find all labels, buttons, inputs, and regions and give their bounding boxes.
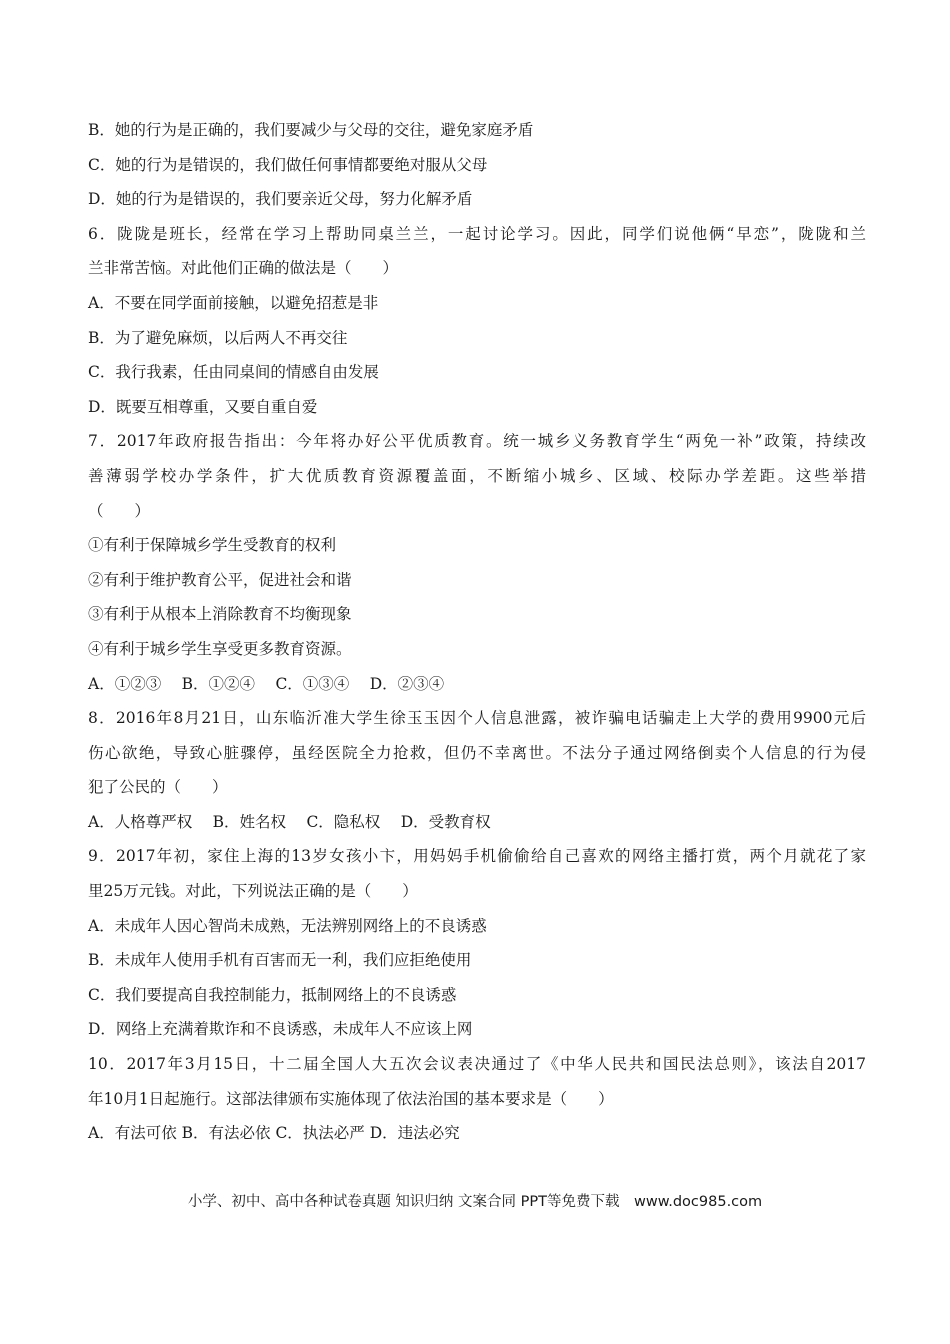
question-6-line-1: 6．陇陇是班长，经常在学习上帮助同桌兰兰，一起讨论学习。因此，同学们说他俩“早恋”，陇陇和兰 xyxy=(88,224,866,243)
question-8-line-1: 8．2016年8月21日，山东临沂准大学生徐玉玉因个人信息泄露，被诈骗电话骗走上大学的费用9900元后 xyxy=(88,709,866,728)
document-body xyxy=(88,113,866,1151)
question-8-line-3: 犯了公民的（ ） xyxy=(88,778,228,797)
page-footer: 小学、初中、高中各种试卷真题 知识归纳 文案合同 PPT等免费下载 www.doc985.com xyxy=(187,1194,763,1210)
question-8-line-2: 伤心欲绝，导致心脏骤停，虽经医院全力抢救，但仍不幸离世。不法分子通过网络倒卖个人信息的行为侵 xyxy=(88,743,866,762)
option-6d: D．既要互相尊重，又要自重自爱 xyxy=(88,397,318,416)
options-7: A．①②③ B．①②④ C．①③④ D．②③④ xyxy=(88,674,445,693)
statement-7-1: ①有利于保障城乡学生受教育的权利 xyxy=(88,536,337,555)
statement-7-2: ②有利于维护教育公平，促进社会和谐 xyxy=(88,570,352,589)
option-6a: A．不要在同学面前接触，以避免招惹是非 xyxy=(88,293,379,312)
option-6c: C．我行我素，任由同桌间的情感自由发展 xyxy=(88,363,379,382)
question-10-line-1: 10．2017年3月15日，十二届全国人大五次会议表决通过了《中华人民共和国民法总则》，该法自2017 xyxy=(88,1055,866,1074)
question-9-line-1: 9．2017年初，家住上海的13岁女孩小卞，用妈妈手机偷偷给自己喜欢的网络主播打赏，两个月就花了家 xyxy=(88,847,866,866)
option-6b: B．为了避免麻烦，以后两人不再交往 xyxy=(88,328,348,347)
option-9b: B．未成年人使用手机有百害而无一利，我们应拒绝使用 xyxy=(88,951,472,970)
statement-7-4: ④有利于城乡学生享受更多教育资源。 xyxy=(88,639,352,658)
option-9c: C．我们要提高自我控制能力，抵制网络上的不良诱惑 xyxy=(88,985,457,1004)
question-7-line-1: 7．2017年政府报告指出：今年将办好公平优质教育。统一城乡义务教育学生“两免一补”政策，持续改 xyxy=(88,432,866,451)
question-10-line-2: 年10月1日起施行。这部法律颁布实施体现了依法治国的基本要求是（ ） xyxy=(88,1089,614,1108)
option-9a: A．未成年人因心智尚未成熟，无法辨别网络上的不良诱惑 xyxy=(88,916,487,935)
options-8: A．人格尊严权 B．姓名权 C．隐私权 D．受教育权 xyxy=(88,812,491,831)
option-5d: D．她的行为是错误的，我们要亲近父母，努力化解矛盾 xyxy=(88,190,473,209)
options-10: A．有法可依 B．有法必依 C．执法必严 D．违法必究 xyxy=(88,1124,460,1143)
question-7-line-3: （ ） xyxy=(88,501,151,520)
question-7-line-2: 善薄弱学校办学条件，扩大优质教育资源覆盖面，不断缩小城乡、区域、校际办学差距。这些举措 xyxy=(88,466,866,485)
question-9-line-2: 里25万元钱。对此，下列说法正确的是（ ） xyxy=(88,882,418,901)
option-5c: C．她的行为是错误的，我们做任何事情都要绝对服从父母 xyxy=(88,155,488,174)
option-9d: D．网络上充满着欺诈和不良诱惑，未成年人不应该上网 xyxy=(88,1020,473,1039)
statement-7-3: ③有利于从根本上消除教育不均衡现象 xyxy=(88,605,352,624)
option-5b: B．她的行为是正确的，我们要减少与父母的交往，避免家庭矛盾 xyxy=(88,121,534,139)
question-6-line-2: 兰非常苦恼。对此他们正确的做法是（ ） xyxy=(88,259,399,278)
